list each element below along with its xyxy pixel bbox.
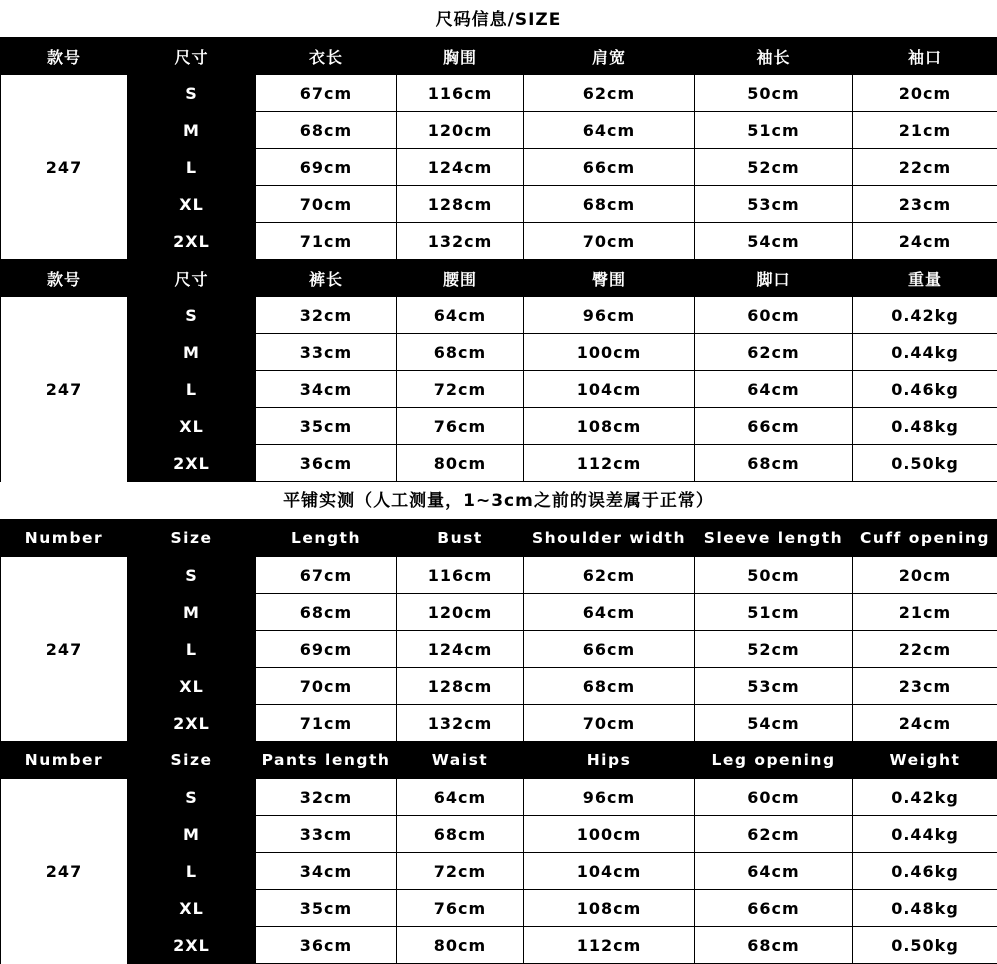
style-number-cell: 247 — [1, 557, 128, 742]
size-row — [1, 890, 997, 927]
measurement-cell: 108cm — [524, 408, 695, 445]
bottom-garment-table-cn — [0, 259, 997, 482]
measurement-cell: 96cm — [524, 779, 695, 816]
measurement-cell: 64cm — [695, 853, 853, 890]
measurement-cell: 68cm — [397, 334, 524, 371]
measurement-cell: 100cm — [524, 334, 695, 371]
size-label-cell: XL — [128, 668, 256, 705]
measurement-cell: 70cm — [256, 186, 397, 223]
measurement-cell: 68cm — [695, 445, 853, 482]
column-header: 臀围 — [524, 260, 695, 297]
measurement-cell: 36cm — [256, 445, 397, 482]
size-row — [1, 75, 997, 112]
measurement-cell: 54cm — [695, 223, 853, 260]
column-header: 裤长 — [256, 260, 397, 297]
measurement-cell: 22cm — [853, 149, 997, 186]
measurement-cell: 62cm — [695, 334, 853, 371]
measurement-cell: 0.48kg — [853, 890, 997, 927]
measurement-cell: 22cm — [853, 631, 997, 668]
measurement-cell: 62cm — [524, 75, 695, 112]
column-header: 袖长 — [695, 38, 853, 75]
size-label-cell: XL — [128, 890, 256, 927]
measurement-cell: 67cm — [256, 557, 397, 594]
column-header: 尺寸 — [128, 260, 256, 297]
size-label-cell: M — [128, 594, 256, 631]
size-label-cell: M — [128, 112, 256, 149]
column-header: 袖口 — [853, 38, 997, 75]
style-number-cell: 247 — [1, 297, 128, 482]
size-row — [1, 779, 997, 816]
size-label-cell: S — [128, 779, 256, 816]
measurement-cell: 23cm — [853, 186, 997, 223]
measurement-cell: 70cm — [524, 223, 695, 260]
size-row — [1, 149, 997, 186]
measurement-cell: 64cm — [397, 779, 524, 816]
size-row — [1, 927, 997, 964]
header-row — [1, 38, 997, 75]
column-header: Number — [1, 520, 128, 557]
size-label-cell: 2XL — [128, 223, 256, 260]
measurement-cell: 67cm — [256, 75, 397, 112]
column-header: Weight — [853, 742, 997, 779]
measurement-cell: 104cm — [524, 853, 695, 890]
measurement-cell: 64cm — [695, 371, 853, 408]
measurement-cell: 72cm — [397, 371, 524, 408]
measurement-cell: 120cm — [397, 112, 524, 149]
size-label-cell: M — [128, 334, 256, 371]
measurement-cell: 100cm — [524, 816, 695, 853]
measurement-note: 平铺实测（人工测量，1~3cm之前的误差属于正常） — [0, 482, 997, 519]
size-row — [1, 112, 997, 149]
measurement-cell: 120cm — [397, 594, 524, 631]
measurement-cell: 96cm — [524, 297, 695, 334]
measurement-cell: 64cm — [524, 594, 695, 631]
size-chart-title: 尺码信息/SIZE — [0, 0, 997, 37]
style-number-cell: 247 — [1, 75, 128, 260]
measurement-cell: 34cm — [256, 371, 397, 408]
column-header: Sleeve length — [695, 520, 853, 557]
size-label-cell: XL — [128, 408, 256, 445]
measurement-cell: 34cm — [256, 853, 397, 890]
measurement-cell: 50cm — [695, 75, 853, 112]
measurement-cell: 52cm — [695, 149, 853, 186]
size-label-cell: S — [128, 75, 256, 112]
measurement-cell: 0.42kg — [853, 297, 997, 334]
column-header: 尺寸 — [128, 38, 256, 75]
measurement-cell: 21cm — [853, 112, 997, 149]
measurement-cell: 0.42kg — [853, 779, 997, 816]
column-header: 衣长 — [256, 38, 397, 75]
bottom-garment-table-en — [0, 741, 997, 964]
measurement-cell: 50cm — [695, 557, 853, 594]
measurement-cell: 0.44kg — [853, 334, 997, 371]
size-label-cell: L — [128, 853, 256, 890]
measurement-cell: 32cm — [256, 779, 397, 816]
size-row — [1, 223, 997, 260]
measurement-cell: 116cm — [397, 557, 524, 594]
measurement-cell: 54cm — [695, 705, 853, 742]
column-header: Hips — [524, 742, 695, 779]
measurement-cell: 66cm — [695, 890, 853, 927]
measurement-cell: 112cm — [524, 445, 695, 482]
measurement-cell: 70cm — [524, 705, 695, 742]
measurement-cell: 68cm — [256, 112, 397, 149]
column-header: Size — [128, 520, 256, 557]
column-header: Cuff opening — [853, 520, 997, 557]
column-header: 肩宽 — [524, 38, 695, 75]
size-label-cell: 2XL — [128, 705, 256, 742]
size-row — [1, 186, 997, 223]
measurement-cell: 71cm — [256, 223, 397, 260]
measurement-cell: 76cm — [397, 890, 524, 927]
column-header: Size — [128, 742, 256, 779]
column-header: Pants length — [256, 742, 397, 779]
measurement-cell: 128cm — [397, 186, 524, 223]
measurement-cell: 108cm — [524, 890, 695, 927]
measurement-cell: 66cm — [695, 408, 853, 445]
size-row — [1, 816, 997, 853]
measurement-cell: 33cm — [256, 816, 397, 853]
column-header: Bust — [397, 520, 524, 557]
size-row — [1, 631, 997, 668]
measurement-cell: 36cm — [256, 927, 397, 964]
column-header: Leg opening — [695, 742, 853, 779]
measurement-cell: 66cm — [524, 149, 695, 186]
measurement-cell: 104cm — [524, 371, 695, 408]
top-garment-table-en — [0, 519, 997, 742]
measurement-cell: 24cm — [853, 223, 997, 260]
measurement-cell: 0.48kg — [853, 408, 997, 445]
measurement-cell: 33cm — [256, 334, 397, 371]
measurement-cell: 0.50kg — [853, 445, 997, 482]
measurement-cell: 68cm — [256, 594, 397, 631]
column-header: Length — [256, 520, 397, 557]
measurement-cell: 60cm — [695, 297, 853, 334]
measurement-cell: 20cm — [853, 75, 997, 112]
column-header: Number — [1, 742, 128, 779]
size-row — [1, 445, 997, 482]
measurement-cell: 23cm — [853, 668, 997, 705]
measurement-cell: 68cm — [524, 668, 695, 705]
measurement-cell: 116cm — [397, 75, 524, 112]
style-number-cell: 247 — [1, 779, 128, 964]
measurement-cell: 66cm — [524, 631, 695, 668]
column-header: 重量 — [853, 260, 997, 297]
measurement-cell: 0.46kg — [853, 853, 997, 890]
top-garment-table-cn — [0, 37, 997, 260]
measurement-cell: 53cm — [695, 668, 853, 705]
size-row — [1, 853, 997, 890]
measurement-cell: 20cm — [853, 557, 997, 594]
measurement-cell: 112cm — [524, 927, 695, 964]
measurement-cell: 124cm — [397, 149, 524, 186]
measurement-cell: 70cm — [256, 668, 397, 705]
measurement-cell: 62cm — [695, 816, 853, 853]
size-row — [1, 371, 997, 408]
measurement-cell: 68cm — [397, 816, 524, 853]
size-label-cell: S — [128, 557, 256, 594]
measurement-cell: 68cm — [695, 927, 853, 964]
size-label-cell: 2XL — [128, 445, 256, 482]
column-header: 款号 — [1, 38, 128, 75]
size-label-cell: L — [128, 631, 256, 668]
column-header: Shoulder width — [524, 520, 695, 557]
size-row — [1, 408, 997, 445]
measurement-cell: 69cm — [256, 149, 397, 186]
measurement-cell: 132cm — [397, 705, 524, 742]
measurement-cell: 0.50kg — [853, 927, 997, 964]
measurement-cell: 64cm — [524, 112, 695, 149]
measurement-cell: 51cm — [695, 112, 853, 149]
measurement-cell: 60cm — [695, 779, 853, 816]
measurement-cell: 52cm — [695, 631, 853, 668]
size-label-cell: 2XL — [128, 927, 256, 964]
measurement-cell: 124cm — [397, 631, 524, 668]
measurement-cell: 35cm — [256, 890, 397, 927]
column-header: Waist — [397, 742, 524, 779]
measurement-cell: 71cm — [256, 705, 397, 742]
measurement-cell: 69cm — [256, 631, 397, 668]
measurement-cell: 68cm — [524, 186, 695, 223]
measurement-cell: 53cm — [695, 186, 853, 223]
size-label-cell: S — [128, 297, 256, 334]
measurement-cell: 35cm — [256, 408, 397, 445]
measurement-cell: 0.44kg — [853, 816, 997, 853]
measurement-cell: 76cm — [397, 408, 524, 445]
size-row — [1, 557, 997, 594]
measurement-cell: 32cm — [256, 297, 397, 334]
header-row — [1, 742, 997, 779]
measurement-cell: 64cm — [397, 297, 524, 334]
measurement-cell: 132cm — [397, 223, 524, 260]
header-row — [1, 260, 997, 297]
measurement-cell: 80cm — [397, 445, 524, 482]
measurement-cell: 62cm — [524, 557, 695, 594]
size-row — [1, 334, 997, 371]
size-label-cell: L — [128, 149, 256, 186]
size-row — [1, 594, 997, 631]
column-header: 脚口 — [695, 260, 853, 297]
column-header: 款号 — [1, 260, 128, 297]
column-header: 胸围 — [397, 38, 524, 75]
measurement-cell: 80cm — [397, 927, 524, 964]
measurement-cell: 24cm — [853, 705, 997, 742]
measurement-cell: 51cm — [695, 594, 853, 631]
measurement-cell: 0.46kg — [853, 371, 997, 408]
measurement-cell: 21cm — [853, 594, 997, 631]
size-label-cell: M — [128, 816, 256, 853]
measurement-cell: 128cm — [397, 668, 524, 705]
column-header: 腰围 — [397, 260, 524, 297]
size-row — [1, 668, 997, 705]
size-row — [1, 297, 997, 334]
size-label-cell: L — [128, 371, 256, 408]
size-row — [1, 705, 997, 742]
header-row — [1, 520, 997, 557]
size-label-cell: XL — [128, 186, 256, 223]
measurement-cell: 72cm — [397, 853, 524, 890]
